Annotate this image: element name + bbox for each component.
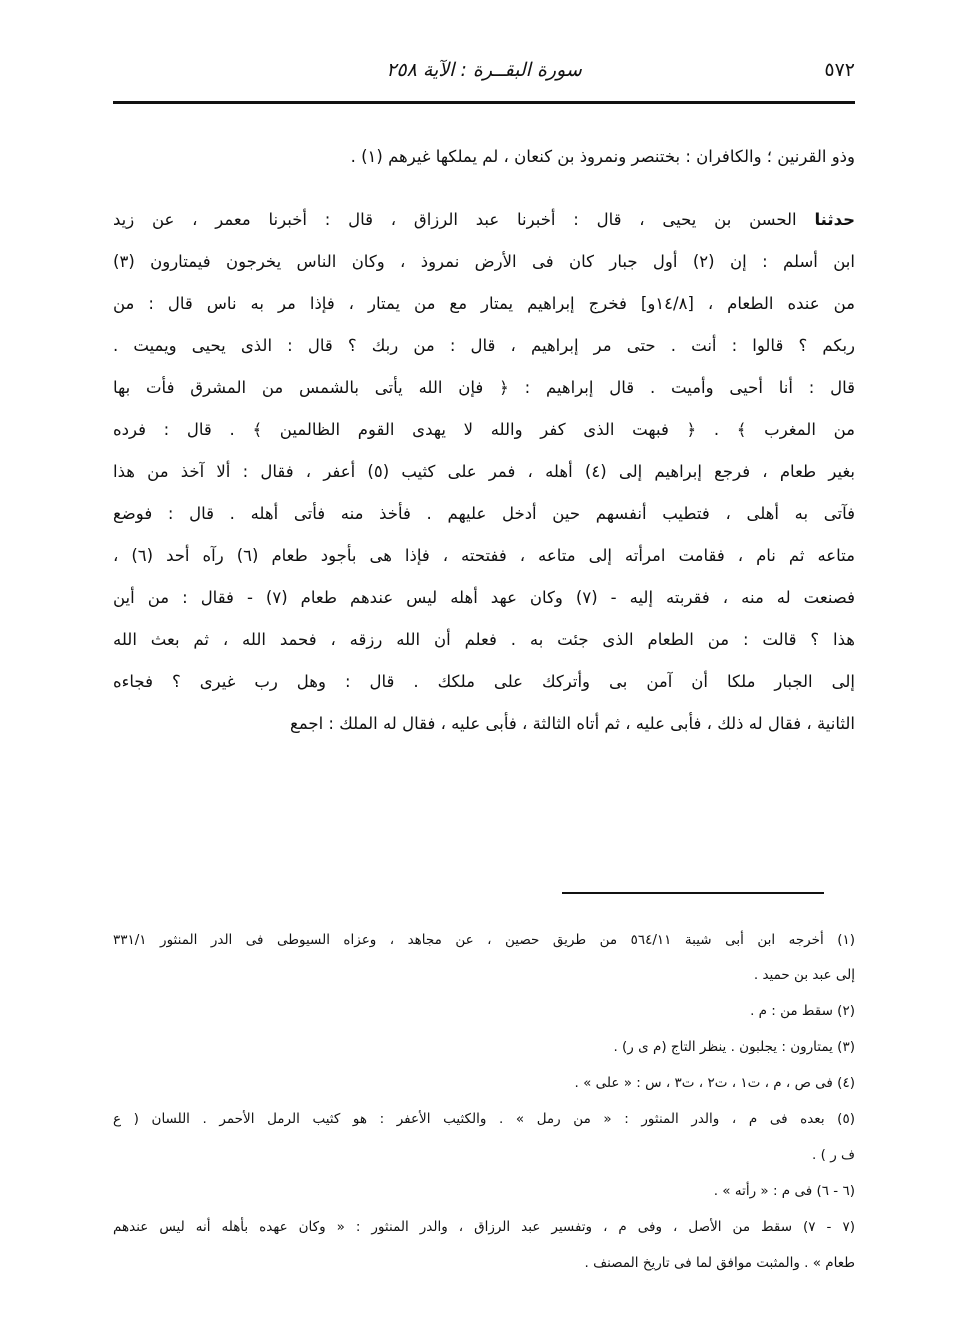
- text-line: من المغرب ﴾ . ﴿ فبهت الذى كفر والله لا يهدى القوم الظالمين ﴾ . قال : فرده: [113, 420, 855, 439]
- text-line: قال : أنا أحيى وأميت . قال إبراهيم : ﴿ فإن الله يأتى بالشمس من المشرق فأت بها: [113, 378, 855, 397]
- text-line: من عنده الطعام ، [١٤/٨و] فخرج إبراهيم يمتار مع من يمتار ، فإذا مر به ناس قال : من: [113, 294, 855, 313]
- text-line: ابن أسلم : إن (٢) أول جبار كان فى الأرض نمروذ ، وكان الناس يخرجون فيمتارون (٣): [113, 252, 855, 271]
- header-rule: [113, 101, 855, 104]
- text-line: الثانية ، فقال له ذلك ، فأبى عليه ، ثم أتاه الثالثة ، فأبى عليه ، فقال له الملك : اجمع: [290, 714, 855, 733]
- footnote-line: (٥) بعده فى م ، والدر المنثور : « من رمل » . والكثيب الأعفر : هو كثيب الرمل الأحمر . اللسان ( ع: [113, 1111, 855, 1127]
- text-line: ربكم ؟ قالوا : أنت . حتى مر إبراهيم ، قال : من ربك ؟ قال : الذى يحيى ويميت .: [113, 336, 855, 355]
- footnote-line: (٣) يمتارون : يجلبون . ينظر التاج (م ى ر) .: [613, 1039, 855, 1055]
- footnote-line: ف ر ) .: [812, 1147, 855, 1163]
- text-line: إلى الجبار ملكا أن آمن بى وأتركك على ملكك . قال : وهل رب غيرى ؟ فجاءه: [113, 672, 855, 691]
- running-title: سورة البقــرة : الآية ٢٥٨: [386, 59, 582, 81]
- text-line: بغير طعام ، فرجع إبراهيم إلى (٤) أهله ، فمر على كثيب (٥) أعفر ، فقال : ألا آخذ من هذا: [113, 462, 855, 481]
- footnote-line: طعام » . والمثبت موافق لما فى تاريخ المصنف .: [584, 1255, 855, 1271]
- page-number: ٥٧٢: [824, 59, 855, 81]
- footnote-line: إلى عبد بن حميد .: [753, 967, 855, 983]
- footnote-line: (٧ - ٧) سقط من الأصل ، وفى م ، وتفسير عبد الرزاق ، والدر المنثور : « وكان عهده بأهله أنه ليس عندهم: [113, 1219, 855, 1235]
- footnote-line: (١) أخرجه ابن أبى شيبة ٥٦٤/١١ من طريق حصين ، عن مجاهد ، وعزاه السيوطى فى الدر المنثور ٣٣١/١: [113, 932, 855, 948]
- running-header: [113, 55, 855, 89]
- text-line: هذا ؟ قالت : من الطعام الذى جئت به . فعلم أن الله رزقه ، فحمد الله ، ثم بعث الله: [113, 630, 855, 649]
- footnote-line: (٢) سقط من : م .: [750, 1003, 855, 1019]
- footnote-separator: [562, 892, 824, 894]
- text-line: وذو القرنين ؛ والكافران : بختنصر ونمروذ بن كنعان ، لم يملكها غيرهم (١) .: [350, 147, 855, 166]
- lead-word: حدثنا: [814, 210, 855, 229]
- footnote-line: (٦ - ٦) فى م : « رأته » .: [713, 1183, 855, 1199]
- text-line: متاعه ثم نام ، فقامت امرأته إلى متاعه ، ففتحته ، فإذا هى بأجود طعام (٦) رآه أحد (٦) ،: [113, 546, 855, 565]
- text-line: حدثنا الحسن بن يحيى ، قال : أخبرنا عبد الرزاق ، قال : أخبرنا معمر ، عن زيد: [113, 210, 855, 229]
- text-line: فصنعت له منه ، فقربته إليه - (٧) وكان عهد أهله ليس عندهم طعام (٧) - فقال : من أين: [113, 588, 855, 607]
- text-line: فآتى به أهلى ، فتطيب أنفسهم حين أدخل عليهم . فأخذ منه فأتى أهله . قال : فوضع: [113, 504, 855, 523]
- footnote-line: (٤) فى ص ، م ، ت١ ، ت٢ ، ت٣ ، س : « على » .: [574, 1075, 855, 1091]
